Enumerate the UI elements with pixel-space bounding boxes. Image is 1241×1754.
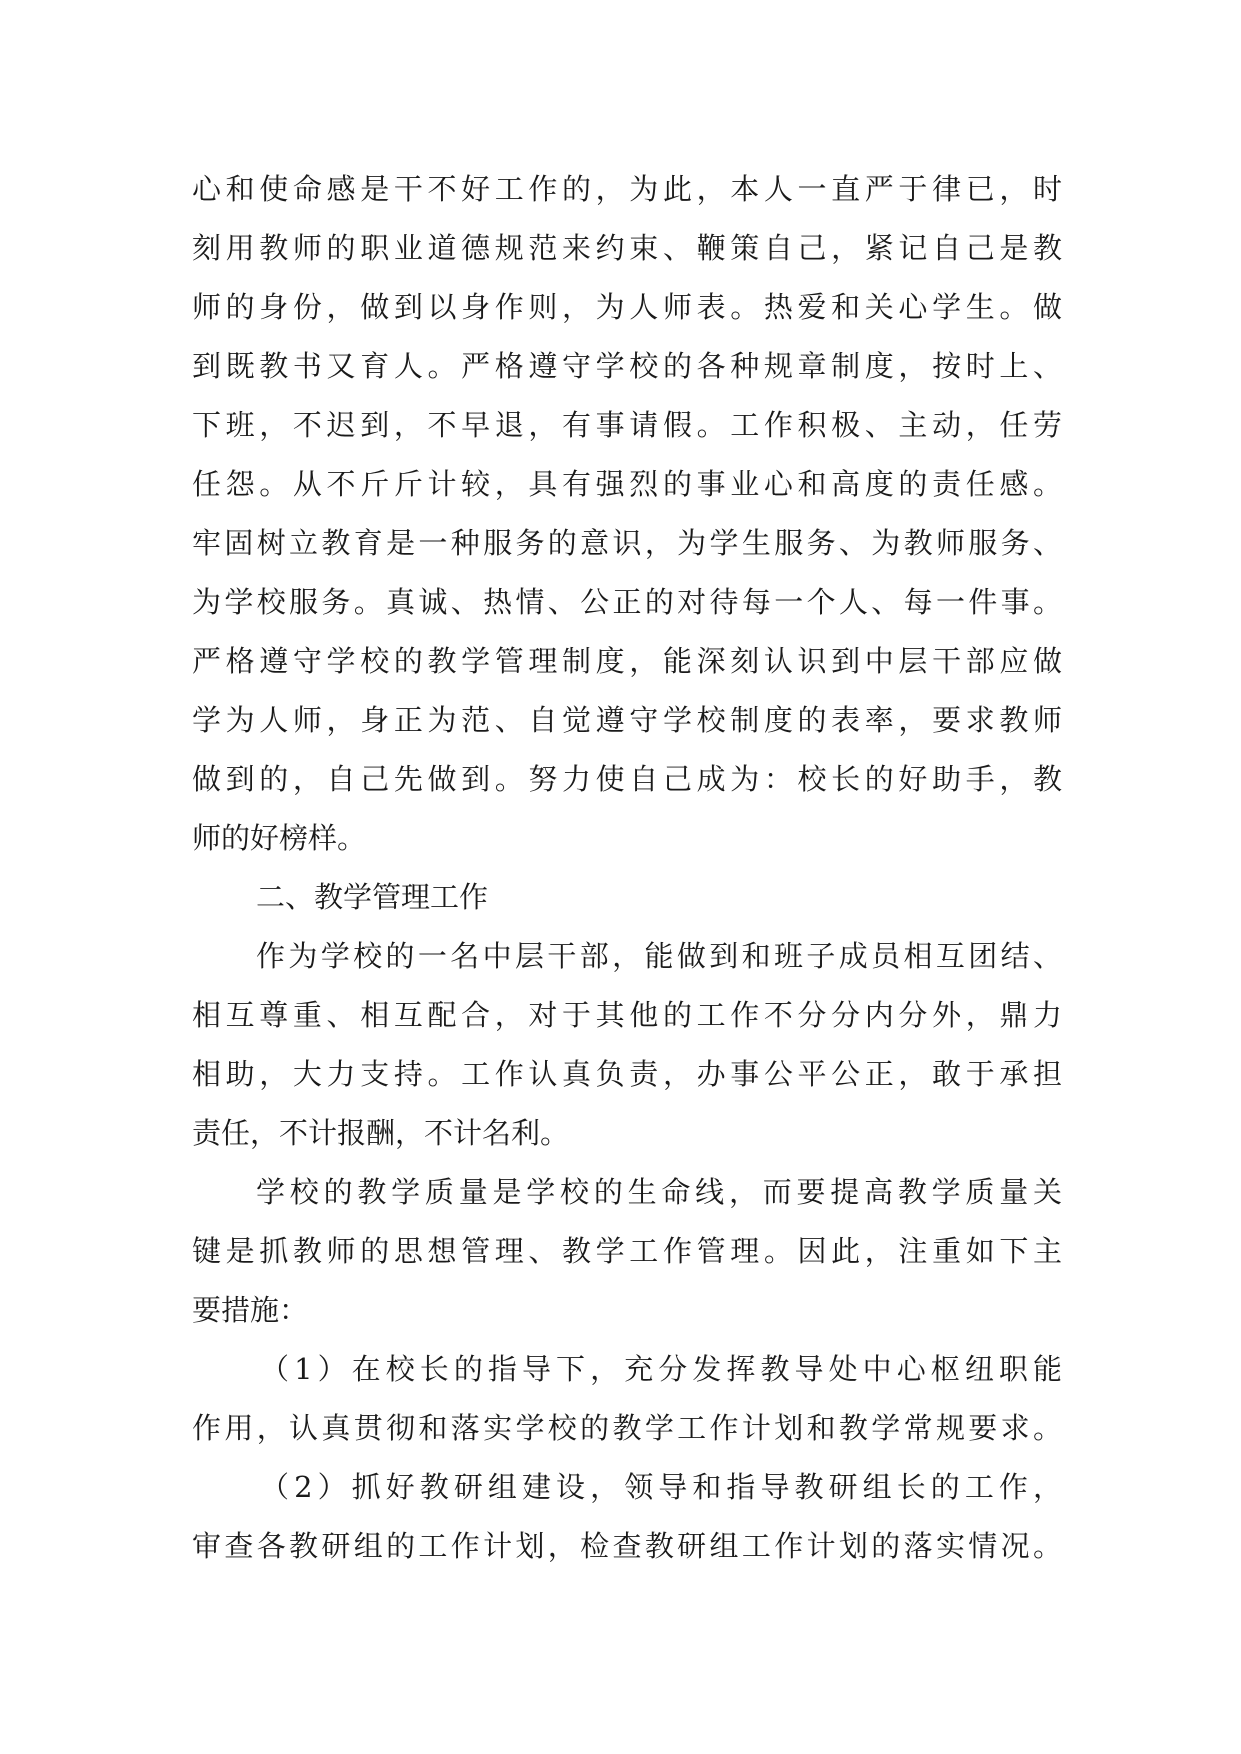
text-line: 牢固树立教育是一种服务的意识，为学生服务、为教师服务、 [192,526,1062,560]
text-line: 键是抓教师的思想管理、教学工作管理。因此，注重如下主 [192,1234,1062,1268]
text-line: 师的身份，做到以身作则，为人师表。热爱和关心学生。做 [192,290,1062,324]
body-text [192,160,1062,1576]
text-line: 作用，认真贯彻和落实学校的教学工作计划和教学常规要求。 [192,1411,1062,1445]
text-line: 任怨。从不斤斤计较，具有强烈的事业心和高度的责任感。 [192,467,1062,501]
text-line: 刻用教师的职业道德规范来约束、鞭策自己，紧记自己是教 [192,231,1062,265]
text-line: 严格遵守学校的教学管理制度，能深刻认识到中层干部应做 [192,644,1062,678]
text-line: 相互尊重、相互配合，对于其他的工作不分分内分外，鼎力 [192,998,1062,1032]
section-heading: 二、教学管理工作 [256,880,489,914]
text-line: 要措施： [192,1293,309,1327]
text-line: 责任，不计报酬，不计名利。 [192,1116,570,1150]
text-line: 做到的，自己先做到。努力使自己成为：校长的好助手，教 [192,762,1062,796]
text-line: 师的好榜样。 [192,821,367,855]
text-line: 学为人师，身正为范、自觉遵守学校制度的表率，要求教师 [192,703,1062,737]
text-line: 学校的教学质量是学校的生命线，而要提高教学质量关 [256,1175,1062,1209]
text-line: 到既教书又育人。严格遵守学校的各种规章制度，按时上、 [192,349,1062,383]
list-item: （1）在校长的指导下，充分发挥教导处中心枢纽职能 [260,1352,1062,1386]
text-line: 下班，不迟到，不早退，有事请假。工作积极、主动，任劳 [192,408,1062,442]
text-line: 审查各教研组的工作计划，检查教研组工作计划的落实情况。 [192,1529,1062,1563]
text-line: 心和使命感是干不好工作的，为此，本人一直严于律已，时 [192,172,1062,206]
text-line: 相助，大力支持。工作认真负责，办事公平公正，敢于承担 [192,1057,1062,1091]
text-line: 作为学校的一名中层干部，能做到和班子成员相互团结、 [256,939,1062,973]
list-item: （2）抓好教研组建设，领导和指导教研组长的工作， [260,1470,1062,1504]
text-line: 为学校服务。真诚、热情、公正的对待每一个人、每一件事。 [192,585,1062,619]
